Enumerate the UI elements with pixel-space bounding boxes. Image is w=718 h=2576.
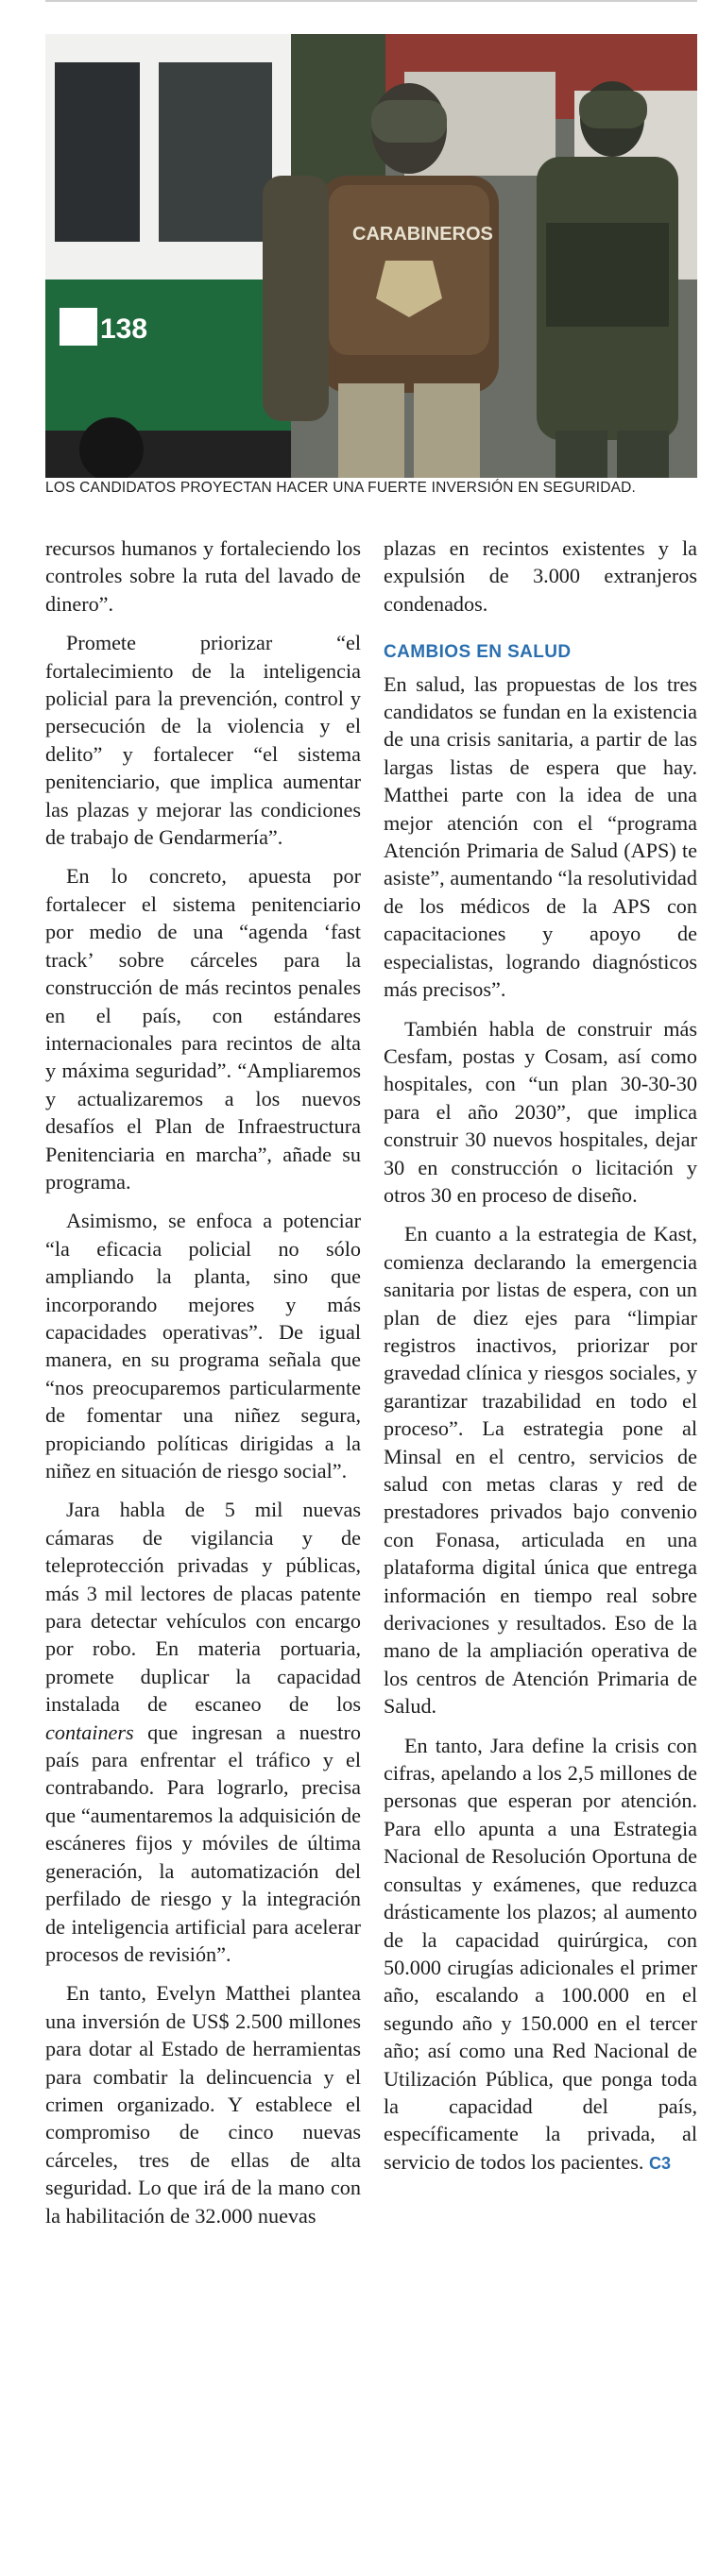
top-rule [45, 0, 697, 2]
paragraph: También habla de construir más Cesfam, postas y Cosam, así como hospitales, con “un plan 30-30-30 para el año 2030”, que implica construir 30 nuevos hospitales, dejar 30 en construcción o licitación y otros 30 en proceso de diseño. [384, 1016, 697, 1207]
paragraph-text: Jara habla de 5 mil nuevas cámaras de vigilancia y de teleprotección privadas y públicas, más 3 mil lectores de placas patente para detectar vehículos con encargo por robo. En materia portuaria, promete duplicar la capacidad instalada de escaneo de los [45, 1498, 361, 1717]
paragraph [45, 1496, 361, 1968]
end-mark: C3 [648, 2153, 671, 2173]
paragraph-text: que ingresan a nuestro país para enfrentar el tráfico y el contrabando. Para lograrlo, precisa que “aumentaremos la adquisición de escáneres fijos y móviles de última generación, la automatización del perfilado de riesgo y la integración de inteligencia artificial para acelerar procesos de revisión”. [45, 1720, 361, 1966]
paragraph: plazas en recintos existentes y la expulsión de 3.000 extranjeros condenados. [384, 536, 697, 616]
paragraph: En tanto, Evelyn Matthei plantea una inversión de US$ 2.500 millones para dotar al Estado de herramientas para combatir la delincuencia y el crimen organizado. Y establece el compromiso de cinco nuevas cárceles, tres de ellas de alta seguridad. Lo que irá de la mano con la habilitación de 32.000 nuevas [45, 1981, 361, 2228]
paragraph: Asimismo, se enfoca a potenciar “la eficacia policial no sólo ampliando la planta, sino que incorporando mejores y más capacidades operativas”. De igual manera, en su programa señala que “nos preocuparemos particularmente de fomentar una niñez segura, propiciando políticas dirigidas a la niñez en situación de riesgo social”. [45, 1209, 361, 1483]
photo-caption: LOS CANDIDATOS PROYECTAN HACER UNA FUERTE INVERSIÓN EN SEGURIDAD. [45, 480, 637, 496]
vest-label: CARABINEROS [352, 224, 493, 245]
paragraph: En cuanto a la estrategia de Kast, comienza declarando la emergencia sanitaria por listas de espera, con un plan de diez ejes para “limpiar registros inactivos, priorizar por gravedad clínica y riesgos sociales, y garantizar trazabilidad en todo el proceso”. La estrategia pone al Minsal en el centro, servicios de salud con metas claras y red de prestadores privados bajo convenio con Fonasa, articulada en una plataforma digital única que entrega información en tiempo real sobre derivaciones y resultados. Eso de la mano de la ampliación operativa de los centros de Atención Primaria de Salud. [384, 1222, 697, 1719]
section-subhead: CAMBIOS EN SALUD [384, 642, 572, 663]
left-column [45, 534, 361, 2241]
news-photo [45, 34, 697, 478]
vehicle-number: 138 [100, 314, 148, 345]
paragraph [384, 1732, 697, 2178]
paragraph: recursos humanos y fortaleciendo los controles sobre la ruta del lavado de dinero”. [45, 536, 361, 616]
paragraph-text: En tanto, Jara define la crisis con cifras, apelando a los 2,5 millones de personas que esperan por atención. Para ello apunta a una Estrategia Nacional de Resolución Oportuna de consultas y exámenes, que reduzca drásticamente los plazos; al aumento de la capacidad quirúrgica, con 50.000 cirugías adicionales el primer año, escalando a 100.000 en el segundo año y 150.000 en el tercer año; así como una Red Nacional de Utilización Pública, que ponga toda la capacidad del país, específicamente la privada, al servicio de todos los pacientes. [384, 1733, 697, 2174]
photo-illustration [45, 34, 697, 478]
emphasis-text: containers [45, 1720, 134, 1744]
paragraph: En lo concreto, apuesta por fortalecer el sistema penitenciario por medio de una “agenda ‘fast track’ sobre cárceles para la construcción de más recintos penales en el país, con estándares internacionales para recintos de alta y máxima seguridad”. “Ampliaremos y actualizaremos a los nuevos desafíos el Plan de Infraestructura Penitenciaria en marcha”, añade su programa. [45, 864, 361, 1194]
right-column [384, 534, 697, 2189]
paragraph: Promete priorizar “el fortalecimiento de la inteligencia policial para la prevención, control y persecución de la violencia y el delito” y fortalecer “el sistema penitenciario, que implica aumentar las plazas y mejorar las condiciones de trabajo de Gendarmería”. [45, 631, 361, 850]
paragraph: En salud, las propuestas de los tres candidatos se fundan en la existencia de una crisis sanitaria, a partir de las largas listas de espera que hay. Matthei parte con la idea de una mejor atención con el “programa Atención Primaria de Salud (APS) te asiste”, aumentando “la resolutividad de los médicos de la APS con capacitaciones y apoyo de especialistas, logrando diagnósticos más precisos”. [384, 671, 697, 1002]
